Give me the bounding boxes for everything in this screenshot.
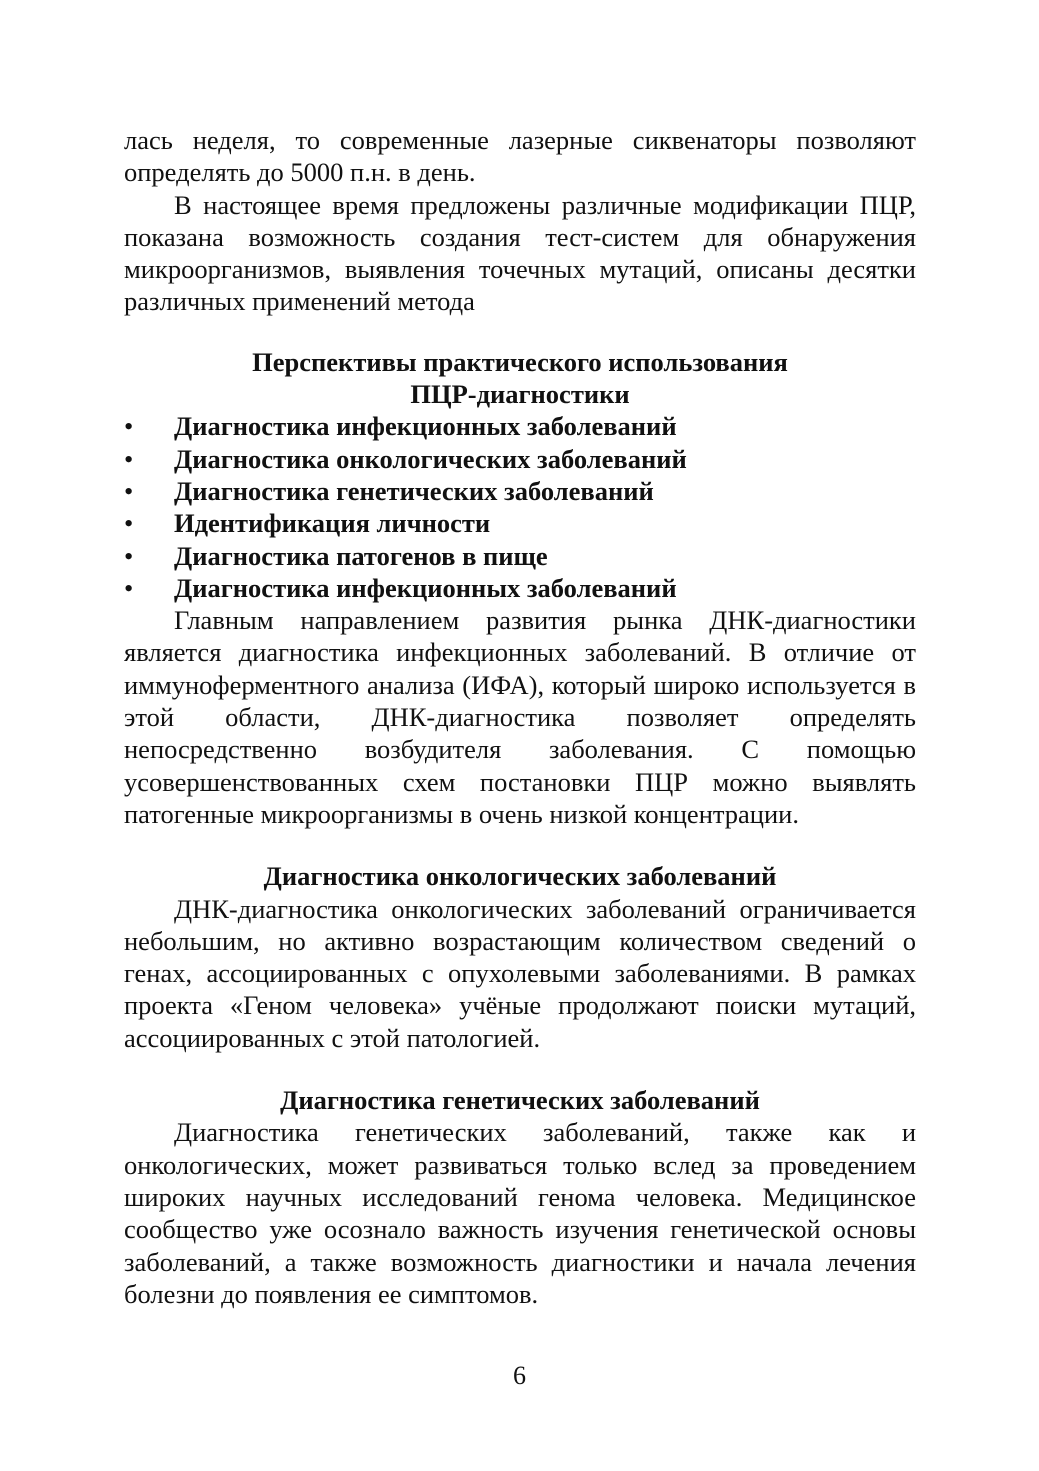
list-item — [124, 507, 916, 539]
applications-list — [124, 410, 916, 604]
list-item-text: Диагностика патогенов в пище — [174, 540, 548, 571]
list-item — [124, 475, 916, 507]
paragraph-oncology: ДНК-диагностика онкологических заболеваний ограничивается небольшим, но активно возрастающим количеством сведений о генах, ассоциированных с опухолевыми заболеваниями. В рамках проекта «Геном человека» учёные продолжают поиски мутаций, ассоциированных с этой патологией. — [124, 893, 916, 1053]
bullet-icon: • — [124, 411, 134, 442]
list-item-text: Диагностика онкологических заболеваний — [174, 443, 687, 474]
list-item-text: Диагностика инфекционных заболеваний — [174, 572, 677, 603]
page-content — [124, 124, 916, 1310]
paragraph-genetic: Диагностика генетических заболеваний, также как и онкологических, может развиваться только вслед за проведением широких научных исследований генома человека. Медицинское сообщество уже осознало важность изучения генетической основы заболеваний, а также возможность диагностики и начала лечения болезни до появления ее симптомов. — [124, 1117, 916, 1309]
bullet-icon: • — [124, 475, 134, 506]
list-item-text: Диагностика генетических заболеваний — [174, 475, 654, 506]
section-prospects — [124, 346, 916, 411]
list-item — [124, 410, 916, 442]
bullet-icon: • — [124, 508, 134, 539]
section-oncology — [124, 860, 916, 1054]
paragraph-pcr-modifications: В настоящее время предложены различные модификации ПЦР, показана возможность создания тест-систем для обнаружения микроорганизмов, выявления точечных мутаций, описаны десятки различных применений метода — [124, 189, 916, 317]
bullet-icon: • — [124, 572, 134, 603]
bullet-icon: • — [124, 443, 134, 474]
list-item — [124, 540, 916, 572]
section-title-genetic: Диагностика генетических заболеваний — [280, 1085, 760, 1116]
section-title-line-1: Перспективы практического использования — [252, 346, 788, 377]
page-number: 6 — [513, 1361, 526, 1390]
bullet-icon: • — [124, 540, 134, 571]
paragraph-infectious-diagnostics: Главным направлением развития рынка ДНК-диагностики является диагностика инфекционных заболеваний. В отличие от иммуноферментного анализа (ИФА), который широко используется в этой области, ДНК-диагностика позволяет определять непосредственно возбудителя заболевания. С помощью усовершенствованных схем постановки ПЦР можно выявлять патогенные микроорганизмы в очень низкой концентрации. — [124, 605, 916, 829]
section-title-line-2: ПЦР-диагностики — [410, 379, 630, 410]
paragraph-continuation: лась неделя, то современные лазерные сиквенаторы позволяют определять до 5000 п.н. в день. — [124, 125, 916, 188]
list-item — [124, 443, 916, 475]
list-item-text: Идентификация личности — [174, 508, 491, 539]
list-item — [124, 572, 916, 604]
section-title-oncology: Диагностика онкологических заболеваний — [263, 861, 777, 892]
list-item-text: Диагностика инфекционных заболеваний — [174, 411, 677, 442]
section-genetic — [124, 1084, 916, 1310]
